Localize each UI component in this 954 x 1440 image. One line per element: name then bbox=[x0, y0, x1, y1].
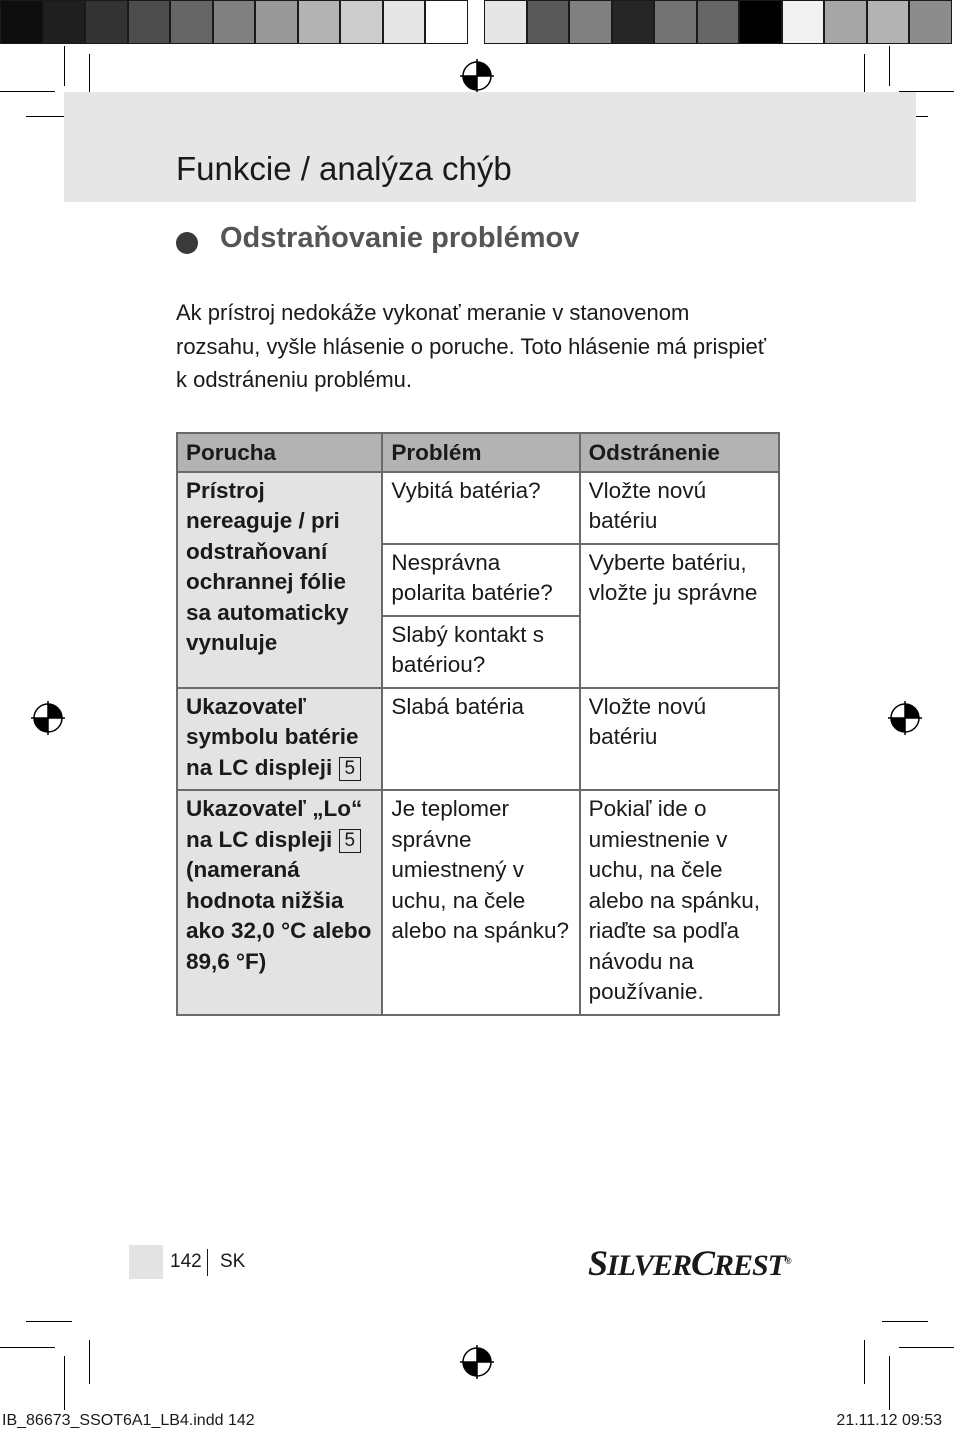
color-swatch bbox=[867, 0, 910, 44]
color-swatch bbox=[85, 0, 128, 44]
color-swatch bbox=[824, 0, 867, 44]
language-code: SK bbox=[220, 1251, 246, 1272]
registration-mark-icon bbox=[888, 701, 922, 735]
color-swatch bbox=[739, 0, 782, 44]
color-swatch bbox=[527, 0, 570, 44]
registration-mark-icon bbox=[460, 1345, 494, 1379]
problem-cell: Slabý kontakt s batériou? bbox=[382, 616, 579, 688]
color-calibration-bar-left bbox=[0, 0, 468, 46]
print-date-time: 21.11.12 09:53 bbox=[836, 1412, 942, 1429]
table-header-row bbox=[177, 433, 779, 472]
fault-text: Ukazovateľ symbolu batérie na LC displeji bbox=[186, 693, 359, 780]
color-swatch bbox=[213, 0, 256, 44]
color-swatch bbox=[298, 0, 341, 44]
remedy-cell: Vyberte batériu, vložte ju správne bbox=[580, 544, 779, 688]
crop-mark bbox=[64, 46, 65, 86]
remedy-cell: Vložte novú batériu bbox=[580, 688, 779, 791]
color-swatch bbox=[170, 0, 213, 44]
page-number: 142 bbox=[170, 1251, 202, 1272]
table-row bbox=[177, 688, 779, 791]
display-reference-number: 5 bbox=[339, 757, 362, 781]
color-swatch bbox=[43, 0, 86, 44]
bullet-icon bbox=[176, 232, 198, 254]
column-header-remedy: Odstránenie bbox=[580, 433, 779, 472]
intro-paragraph: Ak prístroj nedokáže vykonať meranie v stanovenom rozsahu, vyšle hlásenie o poruche. Toto hlásenie má prispieť k odstráneniu problému. bbox=[176, 300, 766, 392]
color-swatch bbox=[569, 0, 612, 44]
color-swatch bbox=[383, 0, 426, 44]
color-swatch bbox=[782, 0, 825, 44]
registration-mark-icon bbox=[460, 59, 494, 93]
remedy-cell: Vložte novú batériu bbox=[580, 472, 779, 544]
crop-mark bbox=[26, 1321, 72, 1322]
problem-cell: Nesprávna polarita batérie? bbox=[382, 544, 579, 616]
crop-mark bbox=[0, 1347, 55, 1348]
crop-mark bbox=[64, 1356, 65, 1410]
troubleshooting-table bbox=[176, 432, 780, 1016]
color-swatch bbox=[255, 0, 298, 44]
crop-mark bbox=[889, 1356, 890, 1410]
page-title: Funkcie / analýza chýb bbox=[176, 150, 512, 187]
print-file-info: IB_86673_SSOT6A1_LB4.indd 142 bbox=[2, 1412, 255, 1429]
color-swatch bbox=[425, 0, 468, 44]
fault-cell: Prístroj nereaguje / pri odstraňovaní ochrannej fólie sa automaticky vynuluje bbox=[177, 472, 382, 688]
remedy-cell: Pokiaľ ide o umiestnenie v uchu, na čele alebo na spánku, riaďte sa podľa návodu na používanie. bbox=[580, 790, 779, 1015]
brand-logo: SILVERCREST® bbox=[588, 1243, 791, 1283]
divider bbox=[207, 1249, 208, 1276]
fault-text-continued: (nameraná hodnota nižšia ako 32,0 °C alebo 89,6 °F) bbox=[186, 857, 372, 974]
color-swatch bbox=[484, 0, 527, 44]
crop-mark bbox=[899, 1347, 954, 1348]
fault-cell bbox=[177, 688, 382, 791]
color-swatch bbox=[0, 0, 43, 44]
table-row bbox=[177, 790, 779, 1015]
fault-text: Ukazovateľ „Lo“ na LC displeji bbox=[186, 796, 363, 852]
color-swatch bbox=[697, 0, 740, 44]
display-reference-number: 5 bbox=[339, 829, 362, 853]
color-swatch bbox=[612, 0, 655, 44]
table-row bbox=[177, 472, 779, 544]
color-calibration-bar-right bbox=[484, 0, 952, 46]
column-header-problem: Problém bbox=[382, 433, 579, 472]
color-swatch bbox=[128, 0, 171, 44]
crop-mark bbox=[89, 1340, 90, 1384]
column-header-fault: Porucha bbox=[177, 433, 382, 472]
crop-mark bbox=[0, 91, 55, 92]
fault-cell bbox=[177, 790, 382, 1015]
color-swatch bbox=[909, 0, 952, 44]
color-swatch bbox=[340, 0, 383, 44]
crop-mark bbox=[889, 46, 890, 86]
crop-mark bbox=[882, 1321, 928, 1322]
color-swatch bbox=[654, 0, 697, 44]
crop-mark bbox=[864, 1340, 865, 1384]
problem-cell: Vybitá batéria? bbox=[382, 472, 579, 544]
problem-cell: Slabá batéria bbox=[382, 688, 579, 791]
section-title: Odstraňovanie problémov bbox=[220, 222, 580, 254]
problem-cell: Je teplomer správne umiestnený v uchu, na čele alebo na spánku? bbox=[382, 790, 579, 1015]
footer-tab bbox=[129, 1245, 163, 1279]
registration-mark-icon bbox=[31, 701, 65, 735]
